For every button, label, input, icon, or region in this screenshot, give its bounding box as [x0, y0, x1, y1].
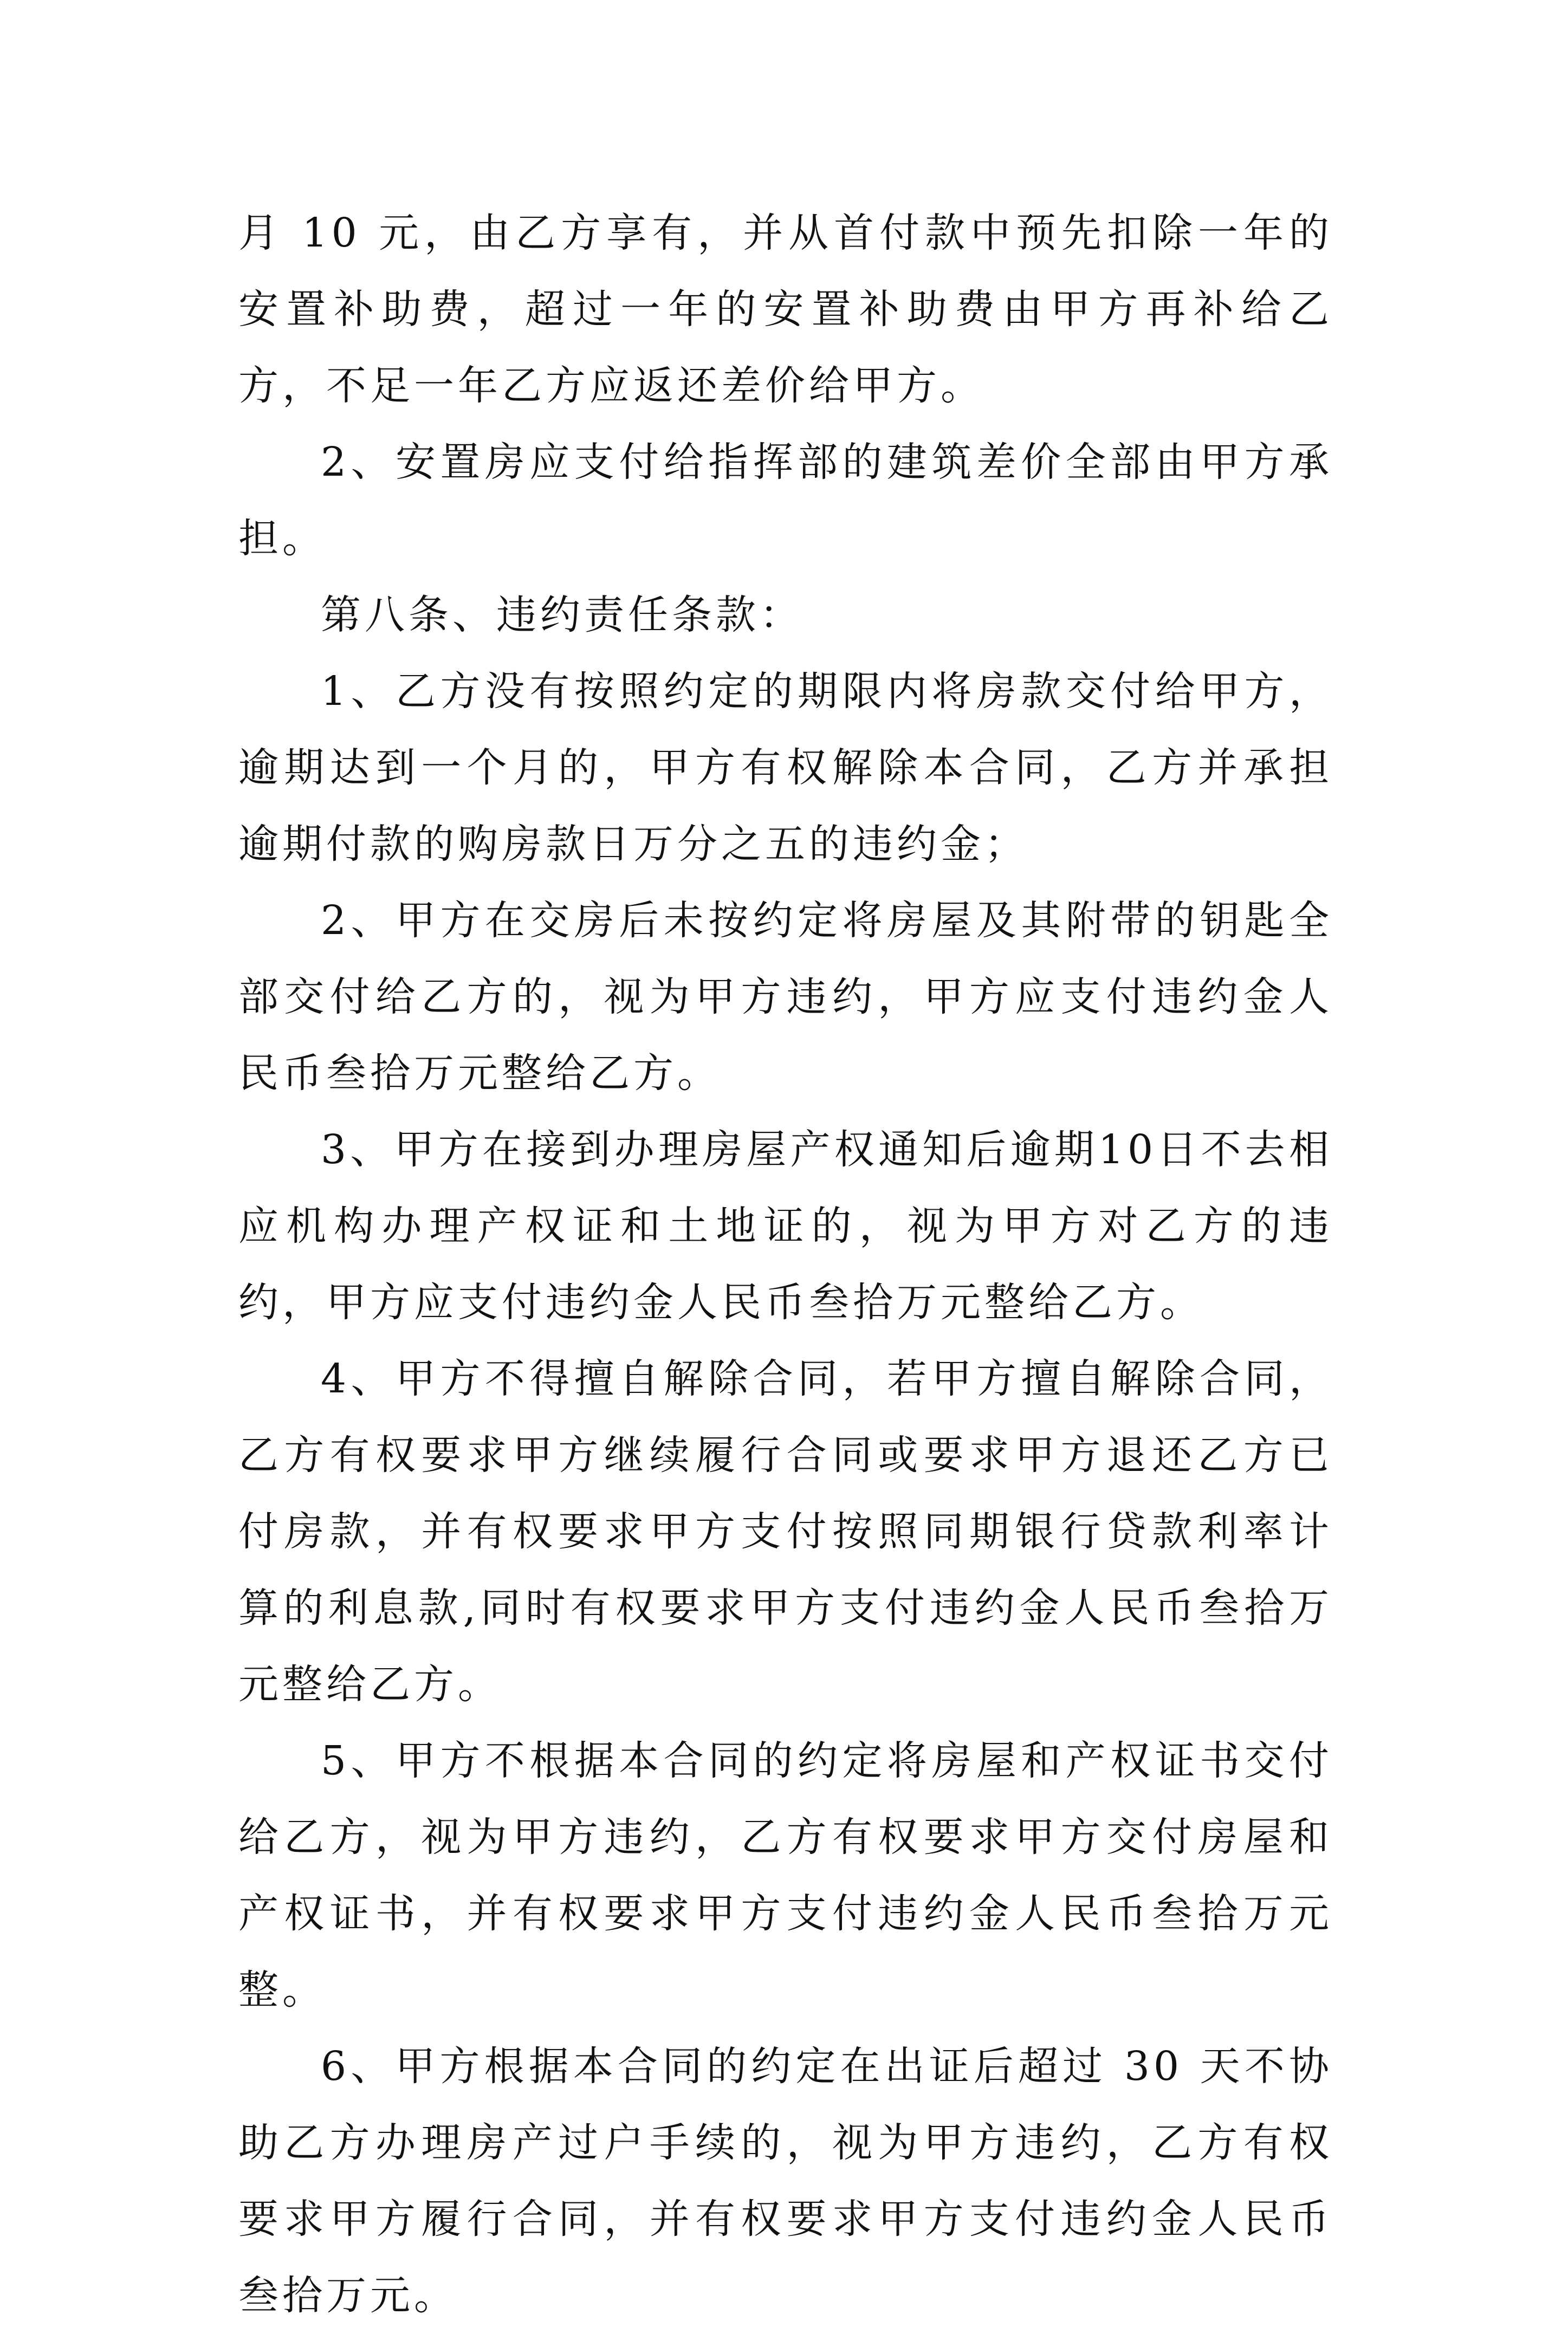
paragraph-clause-4: 4、甲方不得擅自解除合同，若甲方擅自解除合同，乙方有权要求甲方继续履行合同或要求甲方退还乙方已付房款，并有权要求甲方支付按照同期银行贷款利率计算的利息款,同时有权要求甲方支付违约金人民币叁拾万元整给乙方。: [238, 1356, 1333, 1708]
paragraph-continued-subsidy: 月 10 元，由乙方享有，并从首付款中预先扣除一年的安置补助费，超过一年的安置补助费由甲方再补给乙方，不足一年乙方应返还差价给甲方。: [238, 210, 1333, 409]
paragraph-building-price-difference: 2、安置房应支付给指挥部的建筑差价全部由甲方承担。: [238, 439, 1333, 562]
paragraph-clause-6: 6、甲方根据本合同的约定在出证后超过 30 天不协助乙方办理房产过户手续的，视为甲方违约，乙方有权要求甲方履行合同，并有权要求甲方支付违约金人民币叁拾万元。: [238, 2043, 1333, 2319]
paragraph-clause-3: 3、甲方在接到办理房屋产权通知后逾期10日不去相应机构办理产权证和土地证的，视为甲方对乙方的违约，甲方应支付违约金人民币叁拾万元整给乙方。: [238, 1126, 1333, 1326]
document-body: [238, 195, 1333, 2334]
paragraph-clause-2: 2、甲方在交房后未按约定将房屋及其附带的钥匙全部交付给乙方的，视为甲方违约，甲方应支付违约金人民币叁拾万元整给乙方。: [238, 897, 1333, 1097]
paragraph-clause-5: 5、甲方不根据本合同的约定将房屋和产权证书交付给乙方，视为甲方违约，乙方有权要求甲方交付房屋和产权证书，并有权要求甲方支付违约金人民币叁拾万元整。: [238, 1737, 1333, 2013]
article-8-heading: 第八条、违约责任条款：: [321, 592, 804, 638]
paragraph-clause-1: 1、乙方没有按照约定的期限内将房款交付给甲方，逾期达到一个月的，甲方有权解除本合同，乙方并承担逾期付款的购房款日万分之五的违约金；: [238, 668, 1333, 867]
